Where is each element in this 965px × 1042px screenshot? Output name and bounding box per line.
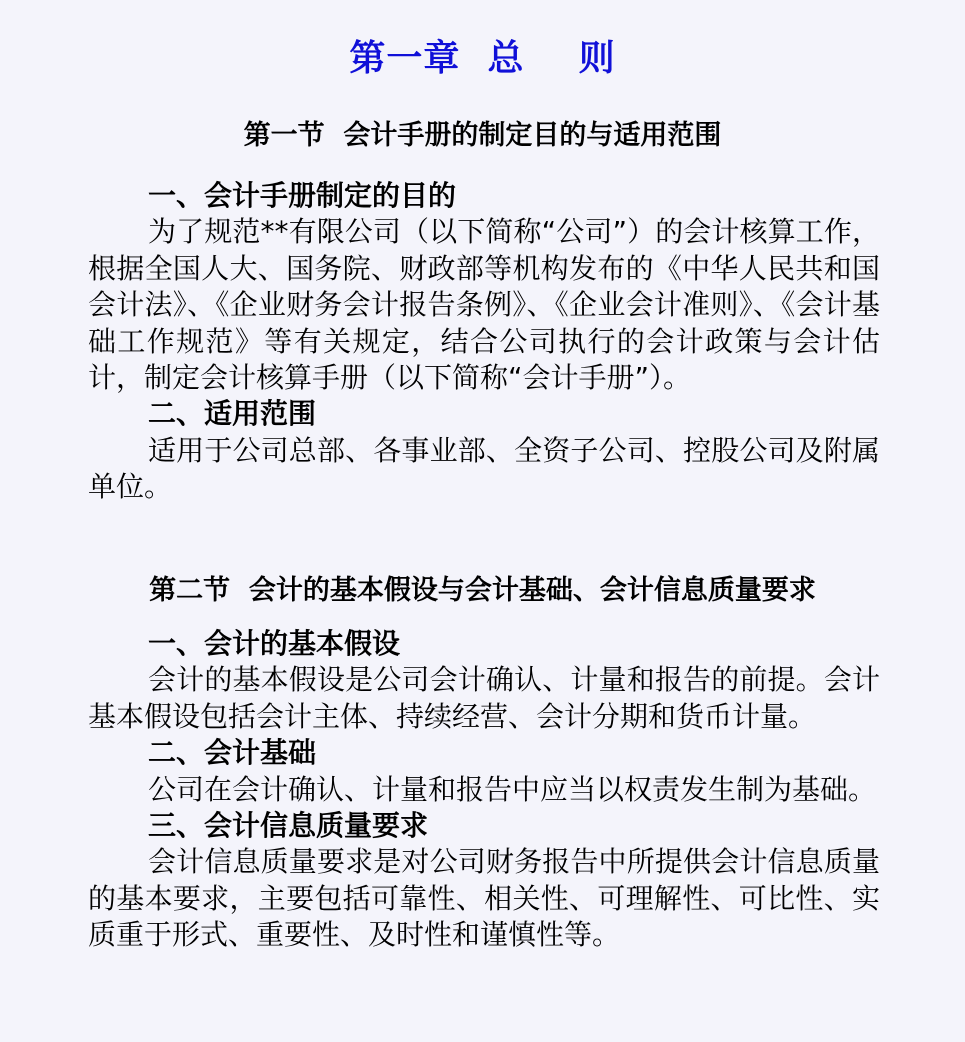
subsection-heading-basis: 二、会计基础 — [148, 736, 317, 770]
subsection-heading-quality: 三、会计信息质量要求 — [148, 809, 429, 843]
section-1-body — [88, 178, 880, 506]
subsection-paragraph-assumptions: 会计的基本假设是公司会计确认、计量和报告的前提。会计基本假设包括会计主体、持续经营、会计分期和货币计量。 — [88, 663, 880, 733]
subsection-heading-assumptions: 一、会计的基本假设 — [148, 627, 401, 660]
chapter-title: 第一章 总 则 — [349, 38, 616, 79]
subsection-paragraph-scope: 适用于公司总部、各事业部、全资子公司、控股公司及附属单位。 — [88, 433, 880, 504]
subsection-heading-purpose: 一、会计手册制定的目的 — [148, 179, 457, 212]
section-title-2: 第二节 会计的基本假设与会计基础、会计信息质量要求 — [149, 575, 816, 606]
subsection-paragraph-basis: 公司在会计确认、计量和报告中应当以权责发生制为基础。 — [148, 772, 877, 806]
subsection-paragraph-quality: 会计信息质量要求是对公司财务报告中所提供会计信息质量的基本要求，主要包括可靠性、相关性、可理解性、可比性、实质重于形式、重要性、及时性和谨慎性等。 — [88, 845, 880, 952]
subsection-paragraph-purpose: 为了规范**有限公司（以下简称“公司”）的会计核算工作，根据全国人大、国务院、财政部等机构发布的《中华人民共和国会计法》、《企业财务会计报告条例》、《企业会计准则》、《会计基础工作规范》等有关规定，结合公司执行的会计政策与会计估计，制定会计核算手册（以下简称“会计手册”）。 — [88, 215, 880, 395]
subsection-heading-scope: 二、适用范围 — [148, 397, 317, 431]
section-2-body — [88, 626, 880, 954]
section-title-1: 第一节 会计手册的制定目的与适用范围 — [243, 120, 722, 151]
